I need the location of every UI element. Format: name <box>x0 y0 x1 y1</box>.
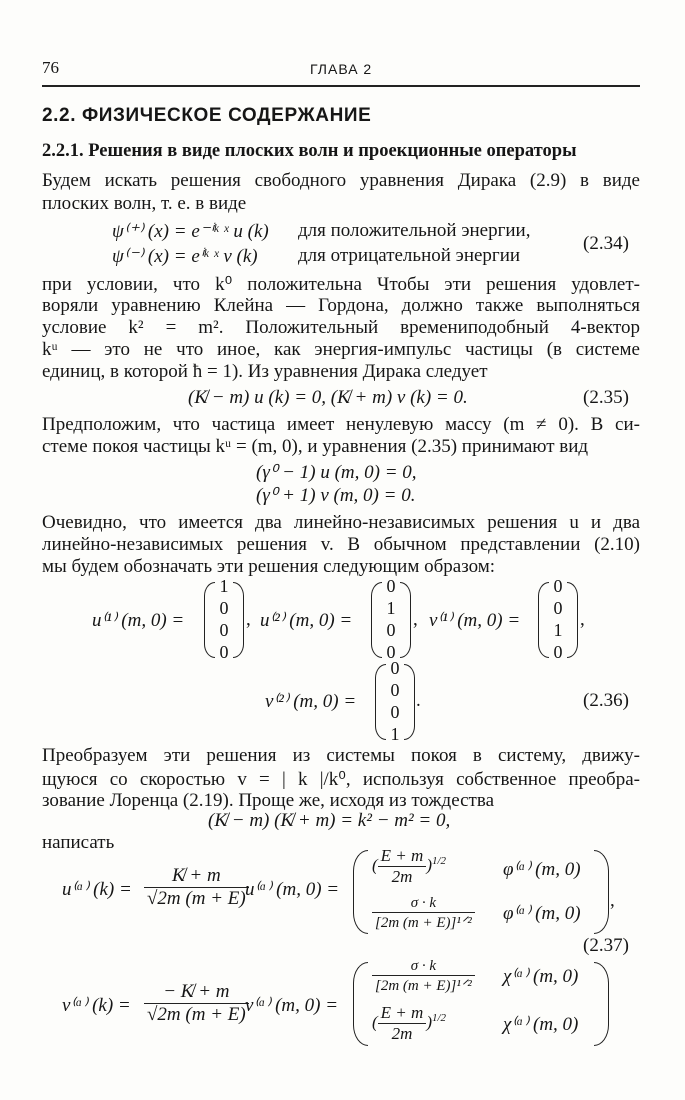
eq234-number: (2.34) <box>583 233 629 254</box>
v-r1-chi: χ⁽ᵅ⁾ (m, 0) <box>503 966 579 987</box>
para2-line3: условие k² = m². Положительный времениподобный 4-вектор <box>42 317 640 338</box>
u2-left-paren <box>371 582 382 658</box>
comma-1: , <box>246 609 251 630</box>
v-fraction: $\frac{- K̸ + m}{√2m (m + E)}$ <box>144 981 249 1026</box>
u2-right-paren <box>400 582 411 658</box>
u-r1-fraction: ( $\frac{E + m}{2m}$ )$^{1/2}$ <box>372 846 447 886</box>
para4-line3: мы будем обозначать эти решения следующим образом: <box>42 556 496 577</box>
v2-vector: 0 0 0 1 <box>390 658 400 744</box>
para5-line2: щуюся со скоростью v = | k |/k⁰, используя собственное преобра- <box>42 769 640 790</box>
eq235: (K̸ − m) u (k) = 0, (K̸ + m) v (k) = 0. <box>188 387 468 408</box>
u-r2-fraction: $\frac{\sigma \cdot k}{\text{[2m (m + E)]¹ᐟ²}}$ <box>372 895 475 932</box>
v1-left-paren <box>538 582 549 658</box>
u-r1-phi: φ⁽ᵅ⁾ (m, 0) <box>503 859 581 880</box>
u2-vector: 0 1 0 0 <box>386 576 396 662</box>
v1-vector: 0 0 1 0 <box>553 576 563 662</box>
comma-4: , <box>610 890 615 911</box>
section-title: 2.2. ФИЗИЧЕСКОЕ СОДЕРЖАНИЕ <box>42 105 372 126</box>
u2-label: u⁽²⁾ (m, 0) = <box>260 610 353 631</box>
u1-label: u⁽¹⁾ (m, 0) = <box>92 610 185 631</box>
write-word: написать <box>42 832 115 853</box>
para4-line2: линейно-независимых решения v. В обычном представлении (2.10) <box>42 534 640 555</box>
u1-left-paren <box>204 582 215 658</box>
comma-3: , <box>580 609 585 630</box>
para2-line2: воряли уравнению Клейна — Гордона, должно также выполняться <box>42 295 640 316</box>
para2-line1: при условии, что k⁰ положительна Чтобы эти решения удовлет- <box>42 274 640 295</box>
eq237-number: (2.37) <box>583 935 629 956</box>
para2-line5: единиц, в которой ħ = 1). Из уравнения Дирака следует <box>42 361 488 382</box>
v-alpha-lhs: v⁽ᵅ⁾ (k) = <box>62 995 131 1016</box>
u-matrix-left-paren <box>353 850 368 934</box>
comma-2: , <box>413 609 418 630</box>
u1-vector: 1 0 0 0 <box>219 576 229 662</box>
u-alpha-lhs: u⁽ᵅ⁾ (k) = <box>62 879 132 900</box>
eq236-number: (2.36) <box>583 690 629 711</box>
u-matrix-right-paren <box>594 850 609 934</box>
v-matrix-left-paren <box>353 962 368 1046</box>
v-r1-fraction: $\frac{\sigma \cdot k}{\text{[2m (m + E)]¹ᐟ²}}$ <box>372 958 475 995</box>
u1-right-paren <box>233 582 244 658</box>
subsection-title: 2.2.1. Решения в виде плоских волн и проекционные операторы <box>42 141 577 161</box>
para2-line4: kᵘ — это не что иное, как энергия-импульс частицы (в системе <box>42 339 640 360</box>
page-number: 76 <box>42 58 59 77</box>
para5-line3: зование Лоренца (2.19). Проще же, исходя из тождества <box>42 790 495 811</box>
v-alpha-rhs: v⁽ᵅ⁾ (m, 0) = <box>245 995 339 1016</box>
eq234-line1: ψ⁽⁺⁾ (x) = e⁻ⁱᵏ ˣ u (k) <box>112 221 269 242</box>
v-matrix-right-paren <box>594 962 609 1046</box>
v-r2-chi: χ⁽ᵅ⁾ (m, 0) <box>503 1014 579 1035</box>
para1-line1: Будем искать решения свободного уравнения Дирака (2.9) в виде <box>42 170 640 191</box>
v1-right-paren <box>567 582 578 658</box>
u-r2-phi: φ⁽ᵅ⁾ (m, 0) <box>503 903 581 924</box>
identity: (K̸ − m) (K̸ + m) = k² − m² = 0, <box>208 810 451 831</box>
rest-eq-v: (γ⁰ + 1) v (m, 0) = 0. <box>256 485 416 506</box>
v2-left-paren <box>375 664 386 740</box>
v-r2-fraction: ( $\frac{E + m}{2m}$ )$^{1/2}$ <box>372 1003 447 1043</box>
header-rule <box>42 85 640 87</box>
v2-label: v⁽²⁾ (m, 0) = <box>265 691 357 712</box>
period: . <box>416 690 421 711</box>
u-alpha-rhs: u⁽ᵅ⁾ (m, 0) = <box>245 879 340 900</box>
chapter-header: ГЛАВА 2 <box>310 61 373 77</box>
eq235-number: (2.35) <box>583 387 629 408</box>
v1-label: v⁽¹⁾ (m, 0) = <box>429 610 521 631</box>
v2-right-paren <box>404 664 415 740</box>
para1-line2: плоских волн, т. е. в виде <box>42 193 247 214</box>
eq234-line2: ψ⁽⁻⁾ (x) = eⁱᵏ ˣ v (k) <box>112 246 258 267</box>
para4-line1: Очевидно, что имеется два линейно-независимых решения u и два <box>42 512 640 533</box>
rest-eq-u: (γ⁰ − 1) u (m, 0) = 0, <box>256 462 417 483</box>
para3-line2: стеме покоя частицы kᵘ = (m, 0), и уравнения (2.35) принимают вид <box>42 436 589 457</box>
u-fraction: $\frac{K̸ + m}{√2m (m + E)}$ <box>144 865 249 910</box>
para3-line1: Предположим, что частица имеет ненулевую массу (m ≠ 0). В си- <box>42 414 640 435</box>
para5-line1: Преобразуем эти решения из системы покоя в систему, движу- <box>42 745 640 766</box>
eq234-desc1: для положительной энергии, <box>298 220 531 241</box>
eq234-desc2: для отрицательной энергии <box>298 245 521 266</box>
